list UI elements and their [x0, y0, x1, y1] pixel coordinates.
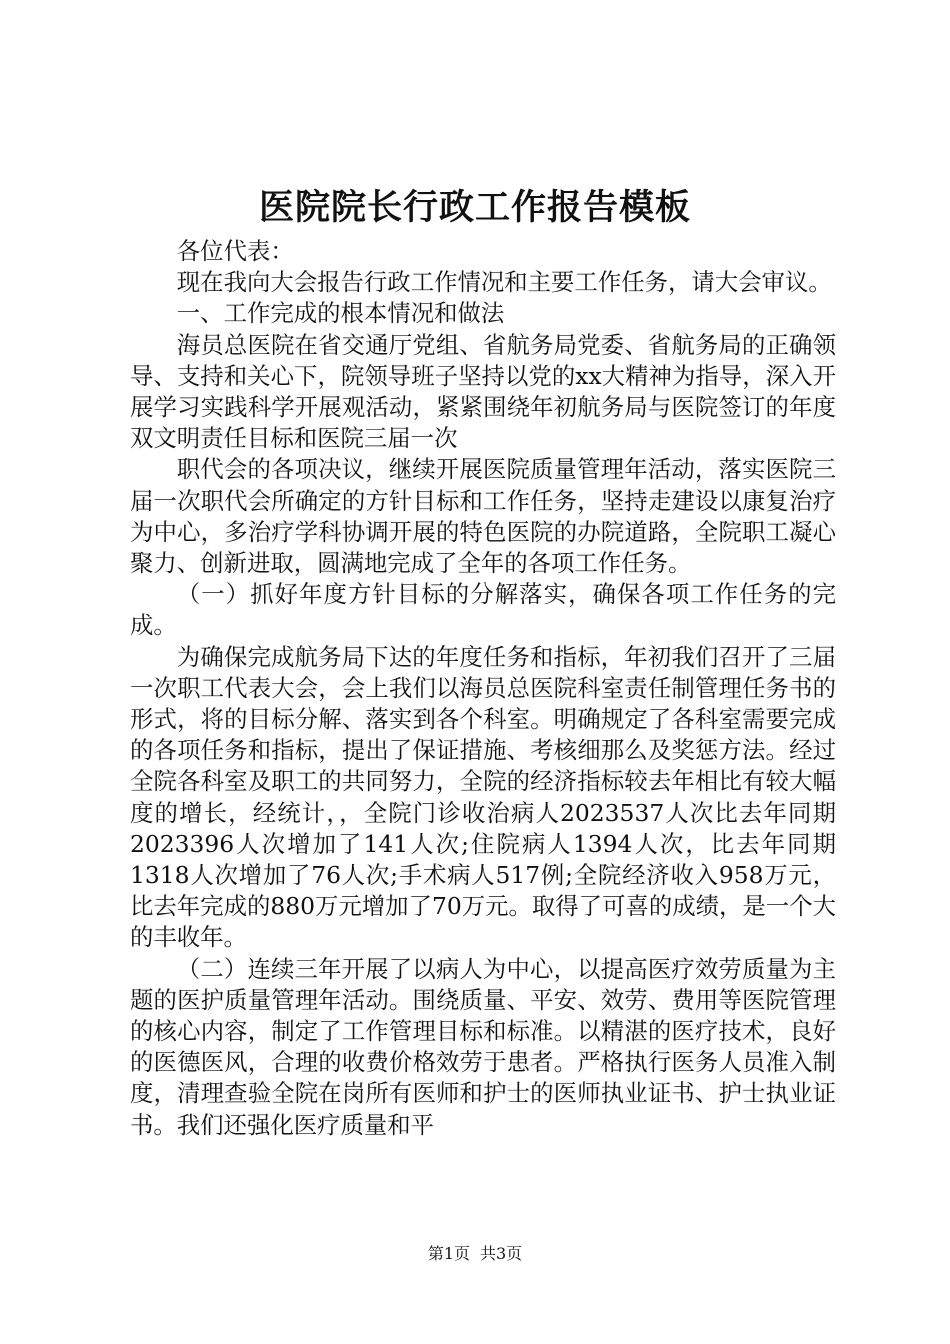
subsection-heading-1: （一）抓好年度方针目标的分解落实，确保各项工作任务的完成。 — [130, 580, 836, 640]
paragraph-greeting: 各位代表： — [176, 237, 294, 265]
page-footer — [0, 1242, 950, 1266]
page-number: 第1页 — [427, 1244, 470, 1263]
section-heading-1: 一、工作完成的根本情况和做法 — [176, 299, 505, 328]
paragraph-intro: 现在我向大会报告行政工作情况和主要工作任务，请大会审议。 — [176, 268, 832, 297]
document-title: 医院院长行政工作报告模板 — [258, 187, 691, 228]
paragraph: 职代会的各项决议，继续开展医院质量管理年活动，落实医院三届一次职代会所确定的方针目标和工作任务，坚持走建设以康复治疗为中心，多治疗学科协调开展的特色医院的办院道路，全院职工凝心聚力、创新进取，圆满地完成了全年的各项工作任务。 — [130, 455, 836, 578]
page-total: 共3页 — [480, 1244, 523, 1263]
paragraph: （二）连续三年开展了以病人为中心，以提高医疗效劳质量为主题的医护质量管理年活动。围绕质量、平安、效劳、费用等医院管理的核心内容，制定了工作管理目标和标准。以精湛的医疗技术，良好的医德医风，合理的收费价格效劳于患者。严格执行医务人员准入制度，清理查验全院在岗所有医师和护士的医师执业证书、护士执业证书。我们还强化医疗质量和平 — [130, 954, 836, 1139]
paragraph: 海员总医院在省交通厅党组、省航务局党委、省航务局的正确领导、支持和关心下，院领导班子坚持以党的xx大精神为指导，深入开展学习实践科学开展观活动，紧紧围绕年初航务局与医院签订的年度双文明责任目标和医院三届一次 — [130, 330, 836, 453]
document-body — [130, 236, 836, 1141]
paragraph: 为确保完成航务局下达的年度任务和指标，年初我们召开了三届一次职工代表大会，会上我们以海员总医院科室责任制管理任务书的形式，将的目标分解、落实到各个科室。明确规定了各科室需要完成的各项任务和指标，提出了保证措施、考核细那么及奖惩方法。经过全院各科室及职工的共同努力，全院的经济指标较去年相比有较大幅度的增长，经统计，，全院门诊收治病人2023537人次比去年同期2023396人次增加了141人次;住院病人1394人次，比去年同期1318人次增加了76人次;手术病人517例;全院经济收入958万元，比去年完成的880万元增加了70万元。取得了可喜的成绩，是一个大的丰收年。 — [130, 642, 836, 952]
